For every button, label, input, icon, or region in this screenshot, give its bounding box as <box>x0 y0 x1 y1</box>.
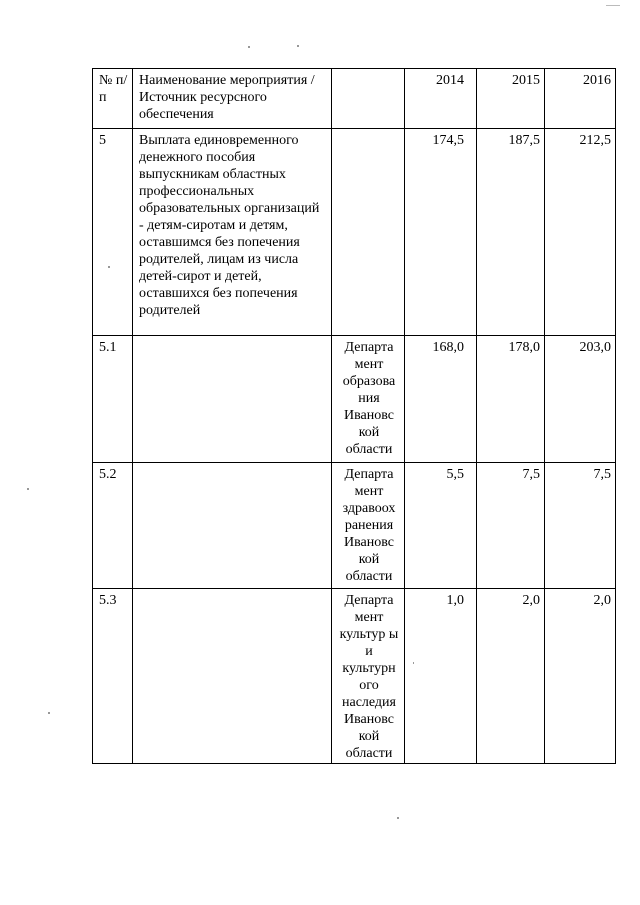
header-name: Наименование мероприятия / Источник ресурсного обеспечения <box>133 69 332 129</box>
row-value-2015: 178,0 <box>477 336 545 463</box>
row-name: Выплата единовременного денежного пособия выпускникам областных профессиональных образовательных организаций - детям-сиротам и детям, оставшимся без попечения родителей, лицам из числа детей-сирот и детей, оставшихся без попечения родителей <box>133 129 332 336</box>
row-number: 5.1 <box>93 336 133 463</box>
row-source: Департа мент культур ы и культурн ого наследия Ивановс кой области <box>332 589 405 764</box>
header-year-2016: 2016 <box>545 69 616 129</box>
scan-speck <box>297 45 299 47</box>
row-value-2014: 174,5 <box>405 129 477 336</box>
row-value-2016: 7,5 <box>545 463 616 589</box>
scan-speck <box>248 46 250 48</box>
table-row <box>93 129 616 336</box>
row-name <box>133 463 332 589</box>
row-value-2016: 212,5 <box>545 129 616 336</box>
row-source <box>332 129 405 336</box>
row-value-2016: 203,0 <box>545 336 616 463</box>
scan-speck <box>27 488 29 490</box>
budget-table <box>92 68 616 764</box>
row-value-2014: 1,0 <box>405 589 477 764</box>
row-name <box>133 589 332 764</box>
row-source: Департа мент образова ния Ивановс кой области <box>332 336 405 463</box>
header-year-2014: 2014 <box>405 69 477 129</box>
row-value-2014: 168,0 <box>405 336 477 463</box>
row-value-2015: 187,5 <box>477 129 545 336</box>
table-header-row <box>93 69 616 129</box>
row-value-2015: 2,0 <box>477 589 545 764</box>
scan-speck <box>397 817 399 819</box>
row-value-2015: 7,5 <box>477 463 545 589</box>
scan-speck <box>606 5 620 6</box>
row-value-2016: 2,0 <box>545 589 616 764</box>
row-number: 5 <box>93 129 133 336</box>
row-number: 5.2 <box>93 463 133 589</box>
row-name <box>133 336 332 463</box>
row-source: Департа мент здравоох ранения Ивановс кой области <box>332 463 405 589</box>
header-source <box>332 69 405 129</box>
table-row <box>93 463 616 589</box>
table-row <box>93 589 616 764</box>
header-number: № п/п <box>93 69 133 129</box>
scan-speck <box>48 712 50 714</box>
header-year-2015: 2015 <box>477 69 545 129</box>
row-value-2014: 5,5 <box>405 463 477 589</box>
table-row <box>93 336 616 463</box>
row-number: 5.3 <box>93 589 133 764</box>
